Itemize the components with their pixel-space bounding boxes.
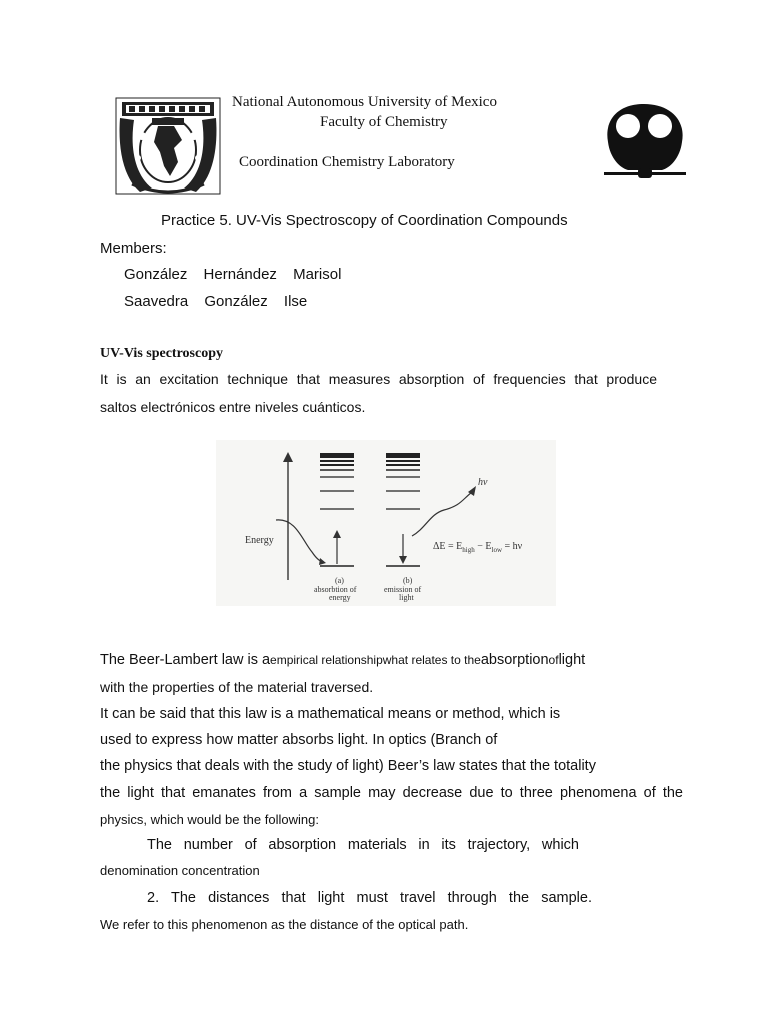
paragraph-line: It is an excitation technique that measures absorption of frequencies that produce bbox=[100, 371, 657, 387]
caption-b-line1: emission of bbox=[384, 585, 422, 594]
photon-label: hν bbox=[478, 477, 488, 488]
list-item: 2. The distances that light must travel through the sample. bbox=[147, 890, 592, 906]
caption-a-line1: absorbtion of bbox=[314, 585, 357, 594]
caption-b-line2: light bbox=[399, 593, 414, 602]
label-b: (b) bbox=[403, 576, 413, 585]
paragraph-line: saltos electrónicos entre niveles cuánticos. bbox=[100, 399, 366, 415]
label-a: (a) bbox=[335, 576, 344, 585]
paragraph-line: with the properties of the material traversed. bbox=[100, 679, 374, 695]
member-name: Saavedra González Ilse bbox=[124, 293, 308, 310]
university-name: National Autonomous University of Mexico bbox=[232, 94, 497, 110]
list-item-continuation: denomination concentration bbox=[100, 863, 260, 878]
unam-seal-logo bbox=[112, 96, 224, 198]
page-title: Practice 5. UV-Vis Spectroscopy of Coordination Compounds bbox=[161, 212, 568, 229]
list-item-continuation: We refer to this phenomenon as the distance of the optical path. bbox=[100, 917, 469, 932]
energy-equation: $\Delta E = E_{high} - E_{low} = h\nu$ bbox=[433, 541, 523, 554]
faculty-name: Faculty of Chemistry bbox=[320, 114, 448, 130]
energy-level-diagram bbox=[216, 440, 556, 606]
caption-a-line2: energy bbox=[329, 593, 351, 602]
paragraph-line: used to express how matter absorbs light. In optics (Branch of bbox=[100, 732, 498, 748]
energy-axis-label: Energy bbox=[245, 535, 274, 546]
energy-diagram-graphic bbox=[216, 440, 556, 606]
paragraph-line: The Beer-Lambert law is aempirical relationshipwhat relates to theabsorptionoflight bbox=[100, 652, 586, 668]
members-label: Members: bbox=[100, 240, 167, 257]
member-name: González Hernández Marisol bbox=[124, 266, 342, 283]
laboratory-name: Coordination Chemistry Laboratory bbox=[239, 154, 455, 170]
paragraph-line: physics, which would be the following: bbox=[100, 812, 319, 827]
section-heading: UV-Vis spectroscopy bbox=[100, 346, 224, 361]
paragraph-line: It can be said that this law is a mathematical means or method, which is bbox=[100, 706, 561, 722]
paragraph-line: the physics that deals with the study of light) Beer’s law states that the totality bbox=[100, 758, 596, 774]
paragraph-line: the light that emanates from a sample may decrease due to three phenomena of the bbox=[100, 785, 683, 801]
list-item: The number of absorption materials in its trajectory, which bbox=[147, 837, 579, 853]
faculty-owl-logo bbox=[600, 100, 690, 180]
